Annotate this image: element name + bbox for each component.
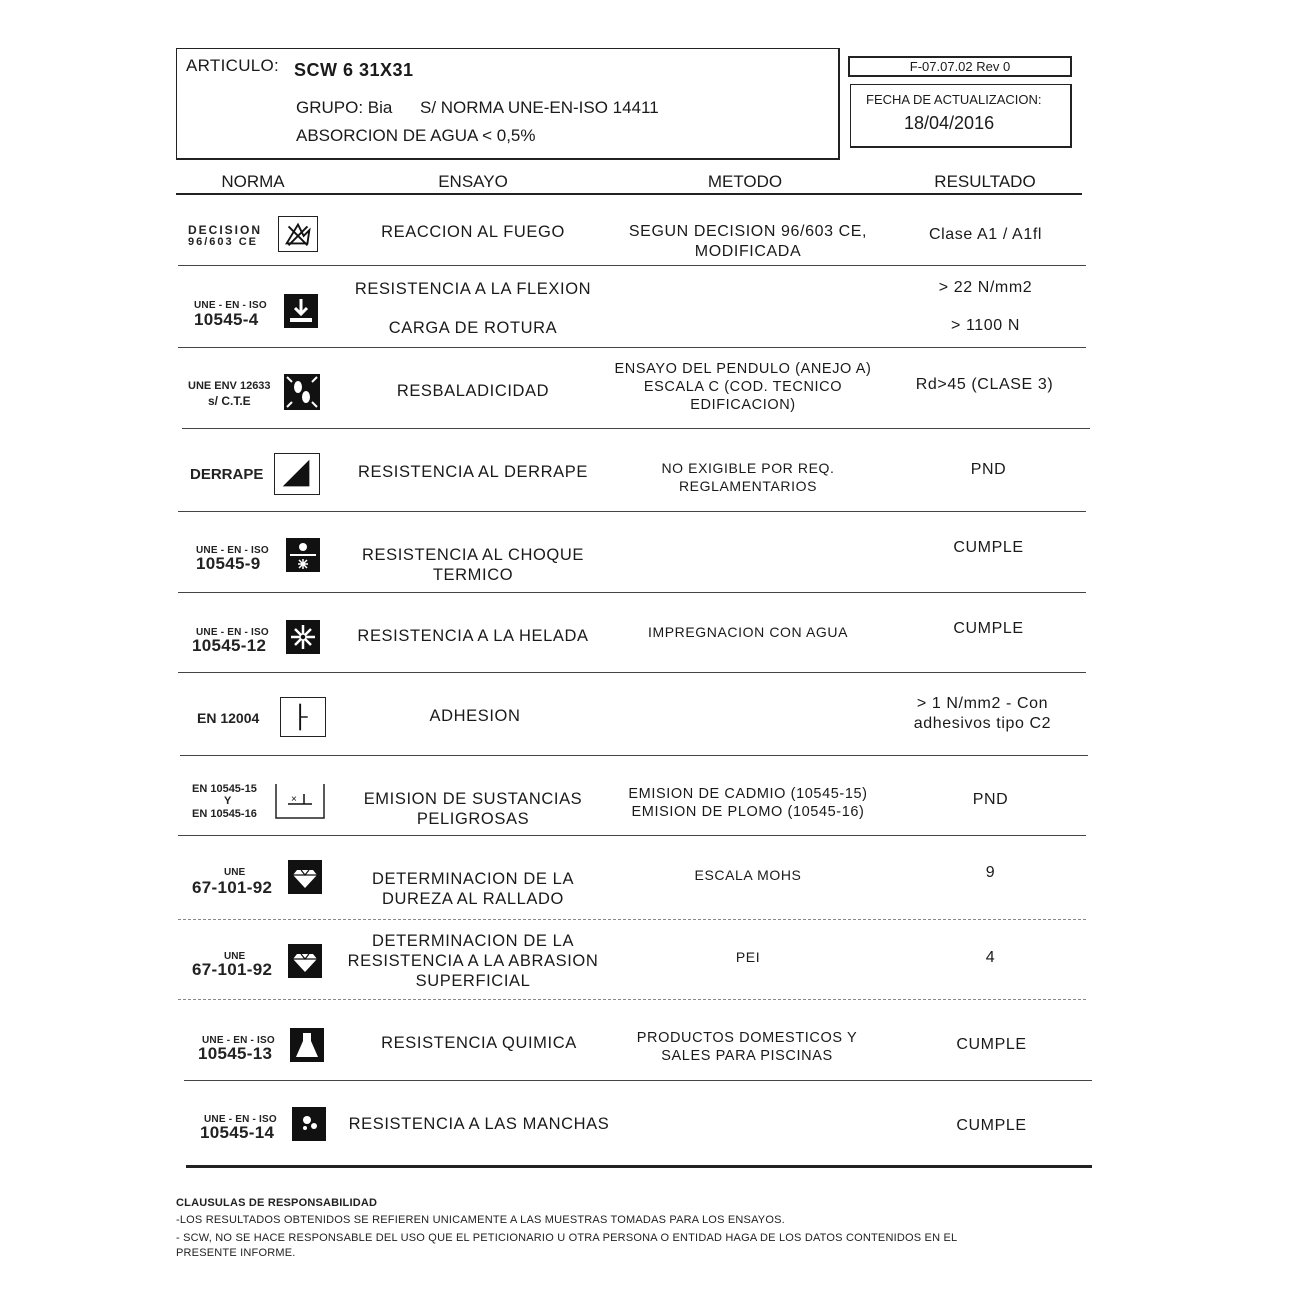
norma-line1: EN 12004 xyxy=(197,710,260,726)
grupo-label: GRUPO: Bia xyxy=(296,98,393,117)
date-value: 18/04/2016 xyxy=(904,113,995,133)
resultado-text: > 1 N/mm2 - Con adhesivos tipo C2 xyxy=(913,695,1052,732)
substances-icon xyxy=(274,782,326,820)
column-header-resultado: RESULTADO xyxy=(934,172,1036,191)
date-label: FECHA DE ACTUALIZACION: xyxy=(866,92,1042,107)
adhesion-icon xyxy=(280,697,326,737)
article-code: SCW 6 31X31 xyxy=(294,60,414,80)
ensayo-text: RESISTENCIA QUIMICA xyxy=(381,1034,577,1052)
flexion-icon xyxy=(284,294,318,328)
thermal-shock-icon xyxy=(286,538,320,572)
norma-reference: S/ NORMA UNE-EN-ISO 14411 xyxy=(420,98,659,117)
svg-text:×: × xyxy=(291,794,297,805)
column-header-ensayo: ENSAYO xyxy=(438,172,508,191)
norma-line2: 96/603 CE xyxy=(188,236,258,248)
slope-icon xyxy=(274,453,320,495)
table-row xyxy=(180,673,1088,756)
resultado-text: CUMPLE xyxy=(956,1036,1027,1053)
resultado-text: Rd>45 (CLASE 3) xyxy=(915,376,1054,393)
norma-line1: UNE xyxy=(224,951,246,962)
norma-line2: 10545-4 xyxy=(194,310,259,329)
norma-line1: UNE - EN - ISO xyxy=(196,627,269,638)
diamond-icon xyxy=(288,944,322,978)
norma-line1: UNE - EN - ISO xyxy=(204,1114,277,1125)
resultado-text: CUMPLE xyxy=(956,1117,1027,1134)
norma-line2: 67-101-92 xyxy=(192,878,273,897)
table-row xyxy=(186,1081,1094,1165)
ensayo-text: RESBALADICIDAD xyxy=(396,382,550,400)
table-row xyxy=(178,593,1086,673)
flask-icon xyxy=(290,1028,324,1062)
resultado-text: Clase A1 / A1fl xyxy=(928,226,1043,243)
metodo-text: IMPREGNACION CON AGUA xyxy=(647,624,849,640)
norma-line1: DECISION xyxy=(188,223,263,237)
table-row xyxy=(178,512,1086,593)
water-absorption: ABSORCION DE AGUA < 0,5% xyxy=(296,126,536,145)
article-label: ARTICULO: xyxy=(186,56,280,75)
metodo-text: ENSAYO DEL PENDULO (ANEJO A) ESCALA C (COD. TECNICO EDIFICACION) xyxy=(614,361,872,413)
ensayo-text: RESISTENCIA A LA FLEXION xyxy=(354,280,592,298)
snowflake-icon xyxy=(286,620,320,654)
table-row xyxy=(178,196,1086,266)
ensayo-text: RESISTENCIA A LA HELADA xyxy=(357,627,589,645)
resultado-text: 9 xyxy=(985,864,996,881)
resultado-text: CUMPLE xyxy=(953,620,1024,637)
form-code: F-07.07.02 Rev 0 xyxy=(848,56,1072,77)
resultado-text: PND xyxy=(970,461,1007,478)
table-row xyxy=(178,756,1086,836)
column-header-norma: NORMA xyxy=(221,172,285,191)
norma-line2: s/ C.T.E xyxy=(208,394,251,408)
header-divider xyxy=(176,193,1082,195)
norma-line1: UNE - EN - ISO xyxy=(194,300,267,311)
norma-line1: DERRAPE xyxy=(190,466,264,483)
metodo-text: SEGUN DECISION 96/603 CE, MODIFICADA xyxy=(628,223,868,260)
table-row xyxy=(178,429,1086,512)
ensayo-text: EMISION DE SUSTANCIAS PELIGROSAS xyxy=(363,790,583,828)
disclaimer-line: -LOS RESULTADOS OBTENIDOS SE REFIEREN UNICAMENTE A LAS MUESTRAS TOMADAS PARA LOS ENSAYOS. xyxy=(176,1214,785,1226)
metodo-text: PRODUCTOS DOMESTICOS Y SALES PARA PISCINAS xyxy=(636,1030,858,1064)
metodo-text: PEI xyxy=(735,949,761,965)
footprint-icon xyxy=(284,374,320,410)
metodo-text: ESCALA MOHS xyxy=(694,867,802,883)
norma-line1: EN 10545-15 xyxy=(192,783,257,795)
table-row xyxy=(182,348,1090,429)
ensayo-text: RESISTENCIA A LAS MANCHAS xyxy=(348,1115,610,1133)
norma-line2: 10545-9 xyxy=(196,554,261,573)
norma-line2: 10545-12 xyxy=(192,636,267,655)
norma-line-mid: Y xyxy=(224,795,232,807)
ensayo-text-secondary: CARGA DE ROTURA xyxy=(388,319,558,337)
resultado-text: CUMPLE xyxy=(953,539,1024,556)
table-row xyxy=(178,836,1086,920)
resultado-text: > 22 N/mm2 xyxy=(938,279,1033,296)
disclaimer-line: PRESENTE INFORME. xyxy=(176,1247,296,1259)
ensayo-text: ADHESION xyxy=(429,707,521,725)
table-row xyxy=(178,920,1086,1000)
norma-line1: UNE - EN - ISO xyxy=(202,1035,275,1046)
ensayo-text: DETERMINACION DE LA RESISTENCIA A LA ABRASION SUPERFICIAL xyxy=(347,932,599,990)
norma-line1: UNE ENV 12633 xyxy=(188,380,271,392)
metodo-text: EMISION DE CADMIO (10545-15) EMISION DE PLOMO (10545-16) xyxy=(628,786,868,820)
norma-line1: UNE - EN - ISO xyxy=(196,545,269,556)
diamond-icon xyxy=(288,860,322,894)
norma-line1: UNE xyxy=(224,867,246,878)
norma-line2: EN 10545-16 xyxy=(192,808,257,820)
ensayo-text: RESISTENCIA AL CHOQUE TERMICO xyxy=(362,546,584,584)
resultado-text-secondary: > 1100 N xyxy=(951,317,1020,334)
ensayo-text: RESISTENCIA AL DERRAPE xyxy=(358,463,588,481)
metodo-text: NO EXIGIBLE POR REQ. REGLAMENTARIOS xyxy=(661,460,835,494)
resultado-text: PND xyxy=(972,791,1009,808)
norma-line2: 10545-13 xyxy=(198,1044,273,1063)
table-row xyxy=(178,266,1086,348)
fire-icon xyxy=(278,216,318,252)
table-row xyxy=(184,1000,1092,1081)
disclaimer-title: CLAUSULAS DE RESPONSABILIDAD xyxy=(176,1197,378,1209)
disclaimer-line: - SCW, NO SE HACE RESPONSABLE DEL USO QUE EL PETICIONARIO U OTRA PERSONA O ENTIDAD HAGA DE LOS DATOS CONTENIDOS EN EL xyxy=(176,1232,958,1244)
stains-icon xyxy=(292,1107,326,1141)
ensayo-text: DETERMINACION DE LA DUREZA AL RALLADO xyxy=(371,870,575,908)
column-header-metodo: METODO xyxy=(707,172,783,191)
table-bottom-border xyxy=(186,1165,1092,1168)
ensayo-text: REACCION AL FUEGO xyxy=(381,223,565,241)
norma-line2: 67-101-92 xyxy=(192,960,273,979)
norma-line2: 10545-14 xyxy=(200,1123,275,1142)
resultado-text: 4 xyxy=(985,949,996,966)
